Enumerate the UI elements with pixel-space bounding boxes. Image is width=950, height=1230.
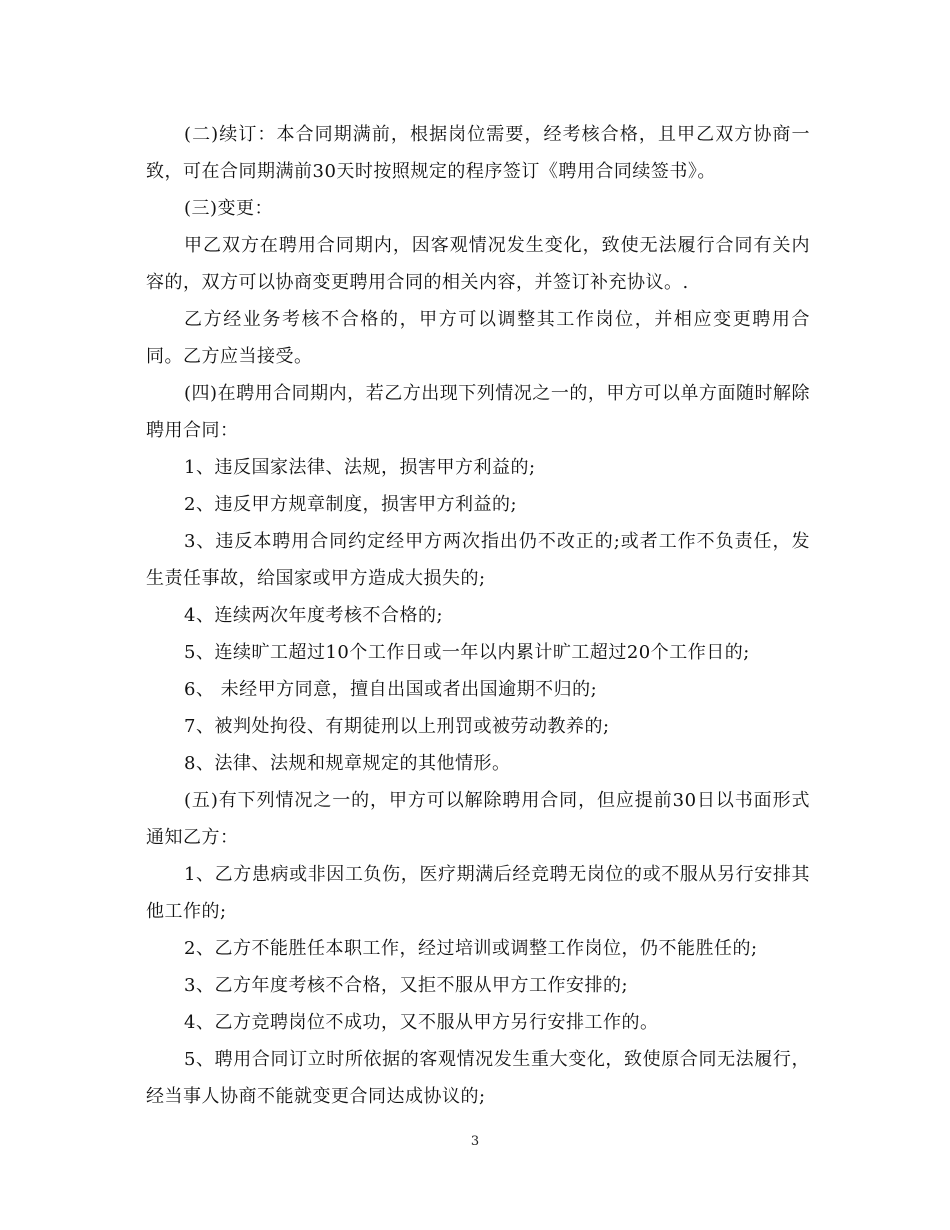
- list-item: 5、聘用合同订立时所依据的客观情况发生重大变化，致使原合同无法履行，经当事人协商不能就变更合同达成协议的;: [146, 1049, 810, 1107]
- list-item: 4、乙方竞聘岗位不成功，又不服从甲方另行安排工作的。: [184, 1012, 659, 1033]
- list-item: 8、法律、法规和规章规定的其他情形。: [184, 753, 511, 774]
- list-item: 3、乙方年度考核不合格，又拒不服从甲方工作安排的;: [184, 975, 629, 996]
- paragraph-change-agreement: 甲乙双方在聘用合同期内，因客观情况发生变化，致使无法履行合同有关内容的，双方可以协商变更聘用合同的相关内容，并签订补充协议。.: [146, 235, 810, 293]
- paragraph-renewal: (二)续订：本合同期满前，根据岗位需要，经考核合格，且甲乙双方协商一致，可在合同期满前30天时按照规定的程序签订《聘用合同续签书》。: [146, 124, 810, 182]
- paragraph-termination-immediate: (四)在聘用合同期内，若乙方出现下列情况之一的，甲方可以单方面随时解除聘用合同：: [146, 383, 810, 441]
- list-item: 2、乙方不能胜任本职工作，经过培训或调整工作岗位，仍不能胜任的;: [184, 938, 758, 959]
- paragraph-change-heading: (三)变更：: [184, 198, 274, 219]
- list-item: 1、违反国家法律、法规，损害甲方利益的;: [184, 457, 536, 478]
- list-item: 3、违反本聘用合同约定经甲方两次指出仍不改正的;或者工作不负责任，发生责任事故，给国家或甲方造成大损失的;: [146, 531, 810, 589]
- list-item: 1、乙方患病或非因工负伤，医疗期满后经竞聘无岗位的或不服从另行安排其他工作的;: [146, 864, 810, 922]
- paragraph-termination-notice: (五)有下列情况之一的，甲方可以解除聘用合同，但应提前30日以书面形式通知乙方：: [146, 790, 810, 848]
- list-item: 4、连续两次年度考核不合格的;: [184, 605, 444, 626]
- list-item: 5、连续旷工超过10个工作日或一年以内累计旷工超过20个工作日的;: [184, 642, 750, 663]
- list-item: 7、被判处拘役、有期徒刑以上刑罚或被劳动教养的;: [184, 716, 610, 737]
- list-item: 2、违反甲方规章制度，损害甲方利益的;: [184, 494, 518, 515]
- document-body: [146, 116, 810, 1115]
- list-item: 6、 未经甲方同意，擅自出国或者出国逾期不归的;: [184, 679, 598, 700]
- paragraph-change-assessment: 乙方经业务考核不合格的，甲方可以调整其工作岗位，并相应变更聘用合同。乙方应当接受。: [146, 309, 810, 367]
- page-number: 3: [470, 1134, 480, 1149]
